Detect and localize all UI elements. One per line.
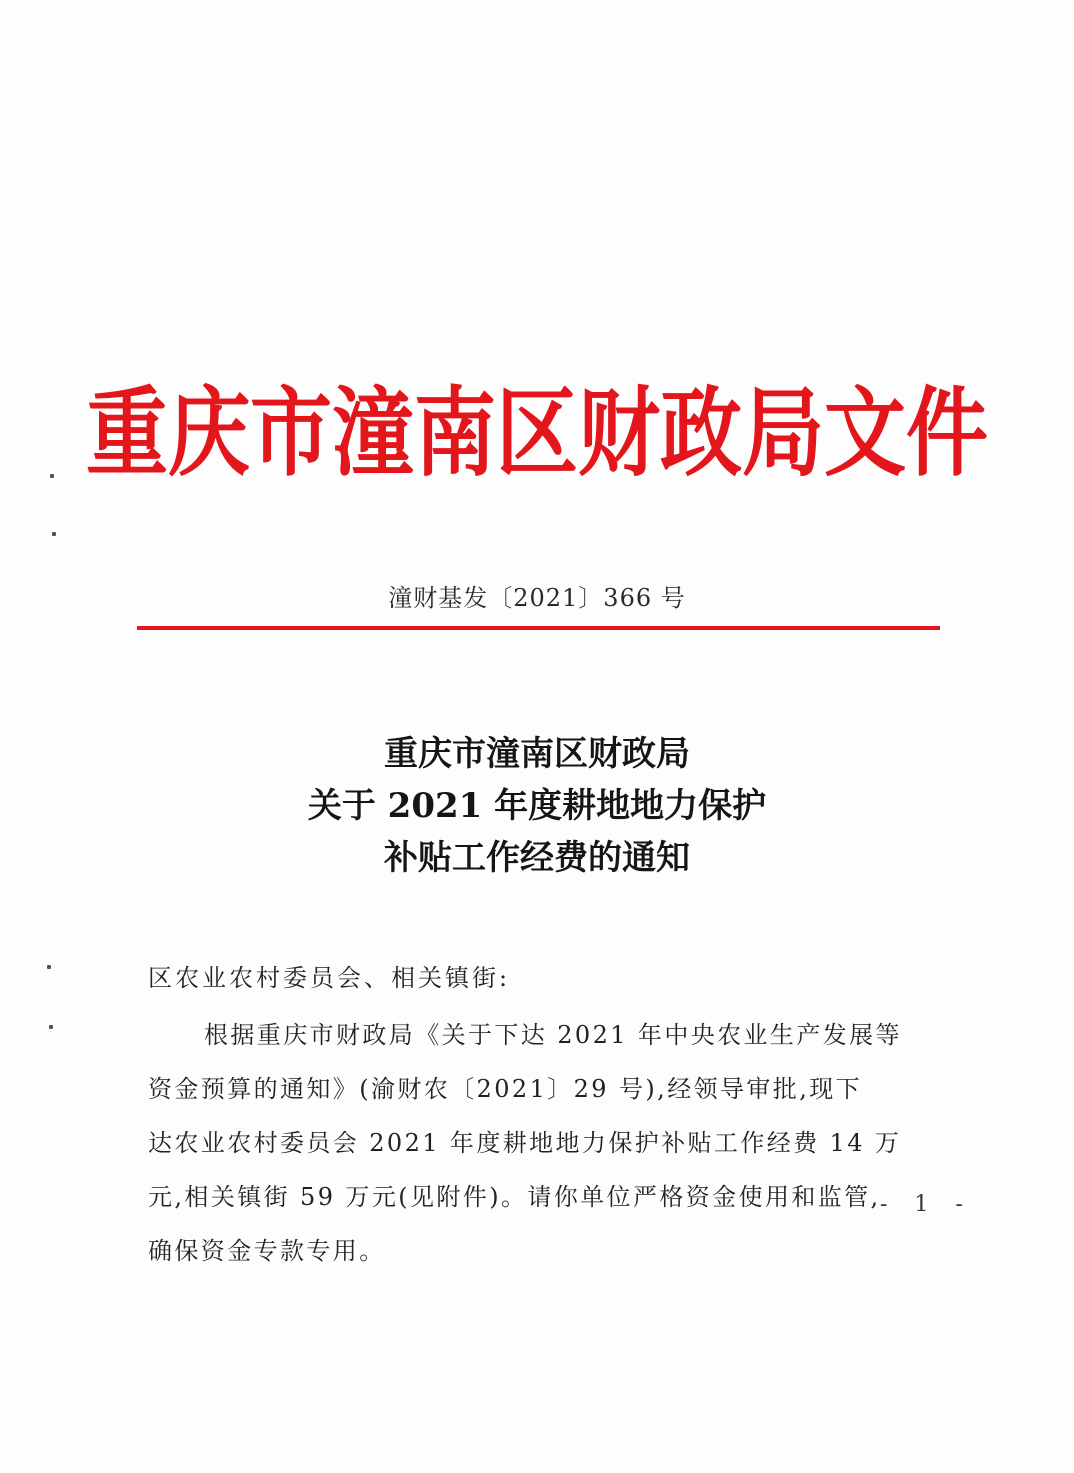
body-line-1: 根据重庆市财政局《关于下达 2021 年中央农业生产发展等 bbox=[204, 1021, 902, 1049]
document-number: 潼财基发〔2021〕366 号 bbox=[388, 584, 686, 612]
notice-title-line-3: 补贴工作经费的通知 bbox=[384, 838, 690, 878]
page-number: - 1 - bbox=[880, 1192, 973, 1217]
body-line-4: 元,相关镇街 59 万元(见附件)。请你单位严格资金使用和监管, bbox=[148, 1183, 881, 1211]
red-divider-line bbox=[137, 626, 940, 630]
body-line-3: 达农业农村委员会 2021 年度耕地地力保护补贴工作经费 14 万 bbox=[148, 1129, 902, 1157]
recipient-line: 区农业农村委员会、相关镇街: bbox=[148, 964, 511, 992]
scan-speck bbox=[47, 965, 51, 969]
scan-speck bbox=[52, 532, 56, 536]
scan-speck bbox=[49, 1025, 53, 1029]
notice-title-line-1: 重庆市潼南区财政局 bbox=[384, 734, 690, 774]
scan-speck bbox=[50, 474, 54, 478]
notice-title-line-2: 关于 2021 年度耕地地力保护 bbox=[307, 786, 767, 826]
notice-title bbox=[0, 728, 1074, 884]
body-line-2: 资金预算的通知》(渝财农〔2021〕29 号),经领导审批,现下 bbox=[148, 1075, 863, 1103]
body-line-5: 确保资金专款专用。 bbox=[148, 1237, 386, 1265]
body-paragraph bbox=[148, 1008, 943, 1278]
document-header-title: 重庆市潼南区财政局文件 bbox=[85, 376, 988, 491]
